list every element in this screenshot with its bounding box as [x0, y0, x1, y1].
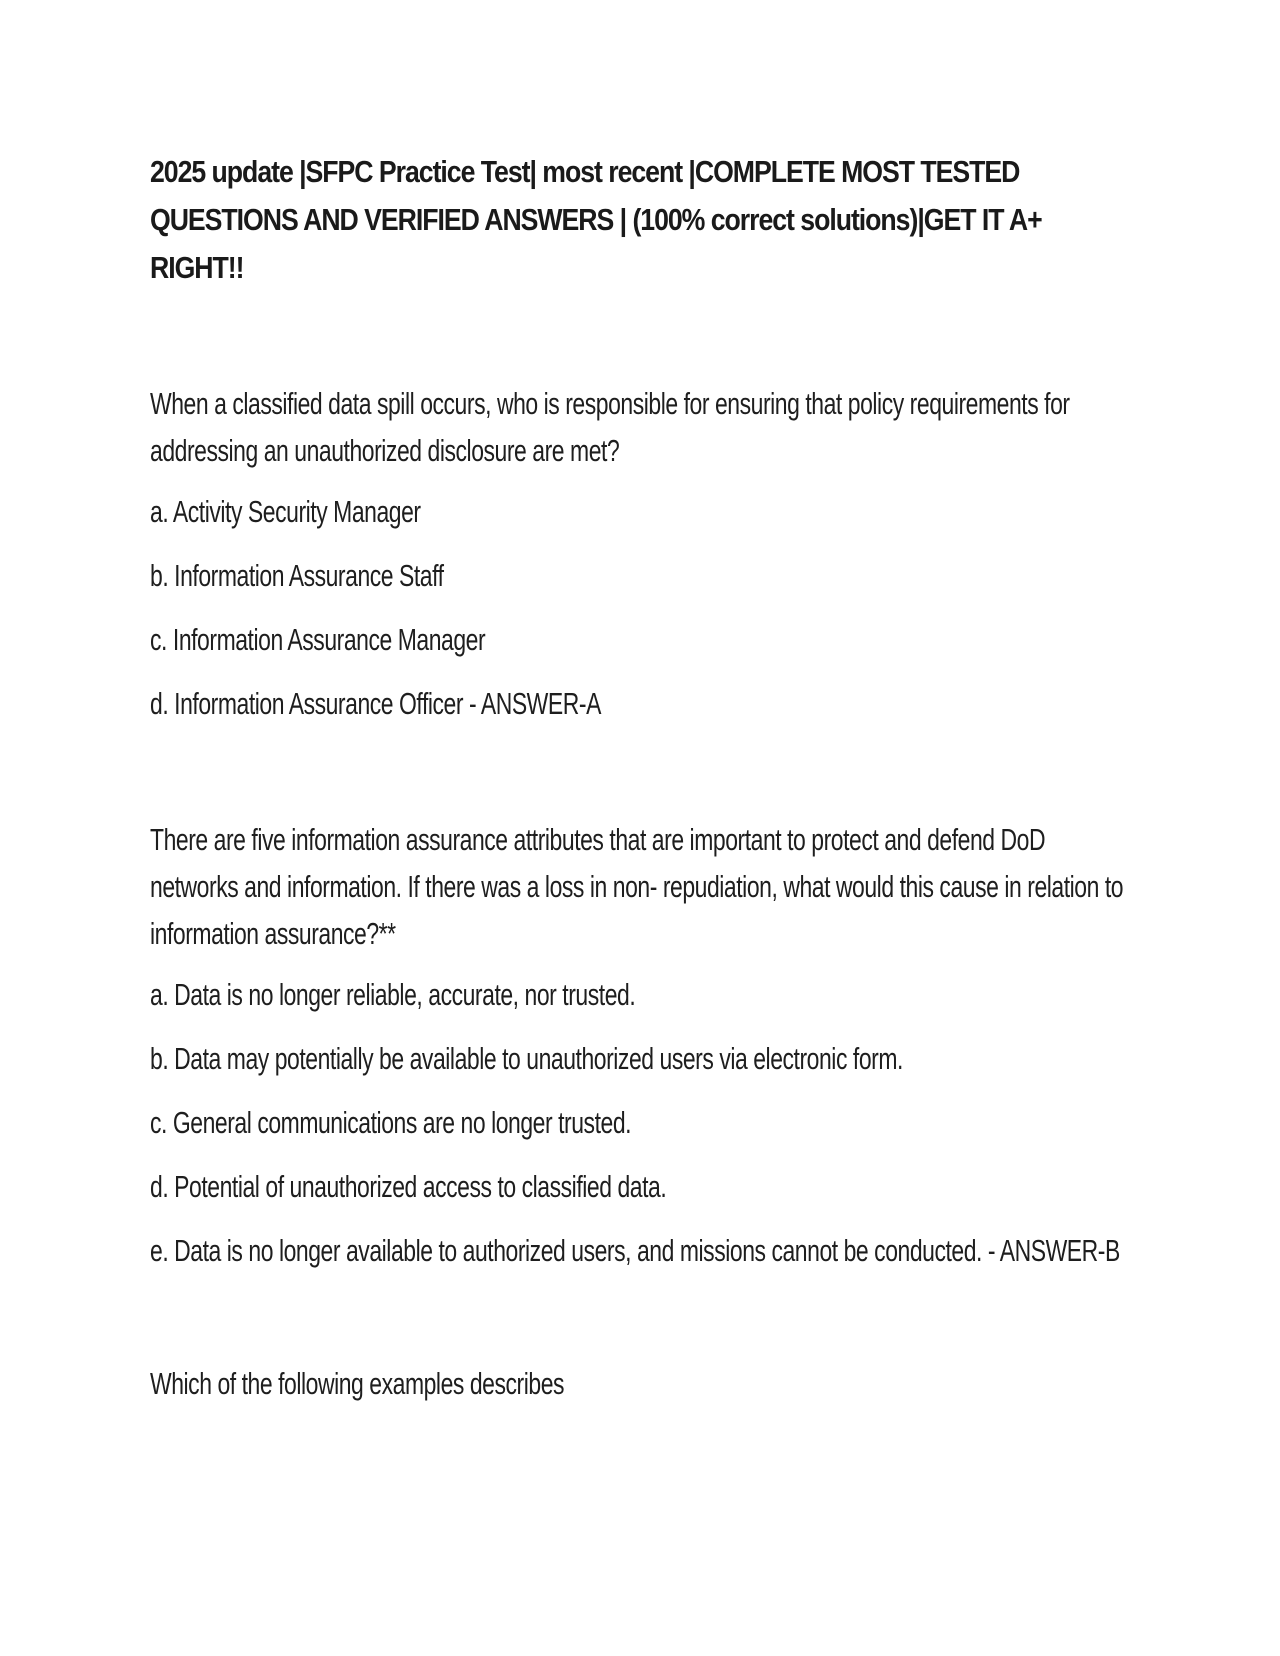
document-page	[150, 148, 1140, 1401]
answer-option: b. Information Assurance Staff	[150, 558, 444, 593]
answer-option: c. Information Assurance Manager	[150, 622, 486, 657]
answer-option: b. Data may potentially be available to unauthorized users via electronic form.	[150, 1041, 903, 1076]
answer-option-label: e. Data is no longer available to authorized users, and missions cannot be conducted. -	[150, 1233, 1000, 1268]
answer-option-label: d. Information Assurance Officer -	[150, 686, 481, 721]
answer-option-final	[150, 1227, 1134, 1274]
question-block	[150, 816, 1134, 1291]
question-text: When a classified data spill occurs, who is responsible for ensuring that policy requirements for addressing an unauthorized disclosure are met?	[150, 386, 1070, 468]
question-block	[150, 380, 1134, 744]
answer-option: a. Activity Security Manager	[150, 494, 421, 529]
question-text: There are five information assurance attributes that are important to protect and defend DoD networks and information. If there was a loss in non- repudiation, what would this cause in relation to information assurance?**	[150, 822, 1124, 951]
question-text: Which of the following examples describes	[150, 1366, 565, 1401]
answer-option: a. Data is no longer reliable, accurate, nor trusted.	[150, 977, 636, 1012]
document-title: 2025 update |SFPC Practice Test| most recent |COMPLETE MOST TESTED QUESTIONS AND VERIFIED ANSWERS | (100% correct solutions)|GET IT A+ RIGHT!!	[150, 154, 1042, 285]
correct-answer: ANSWER-B	[999, 1233, 1120, 1268]
answer-option: d. Potential of unauthorized access to classified data.	[150, 1169, 667, 1204]
correct-answer: ANSWER-A	[480, 686, 601, 721]
answer-option: c. General communications are no longer trusted.	[150, 1105, 632, 1140]
question-block	[150, 1360, 1134, 1421]
answer-option-final	[150, 680, 1134, 727]
